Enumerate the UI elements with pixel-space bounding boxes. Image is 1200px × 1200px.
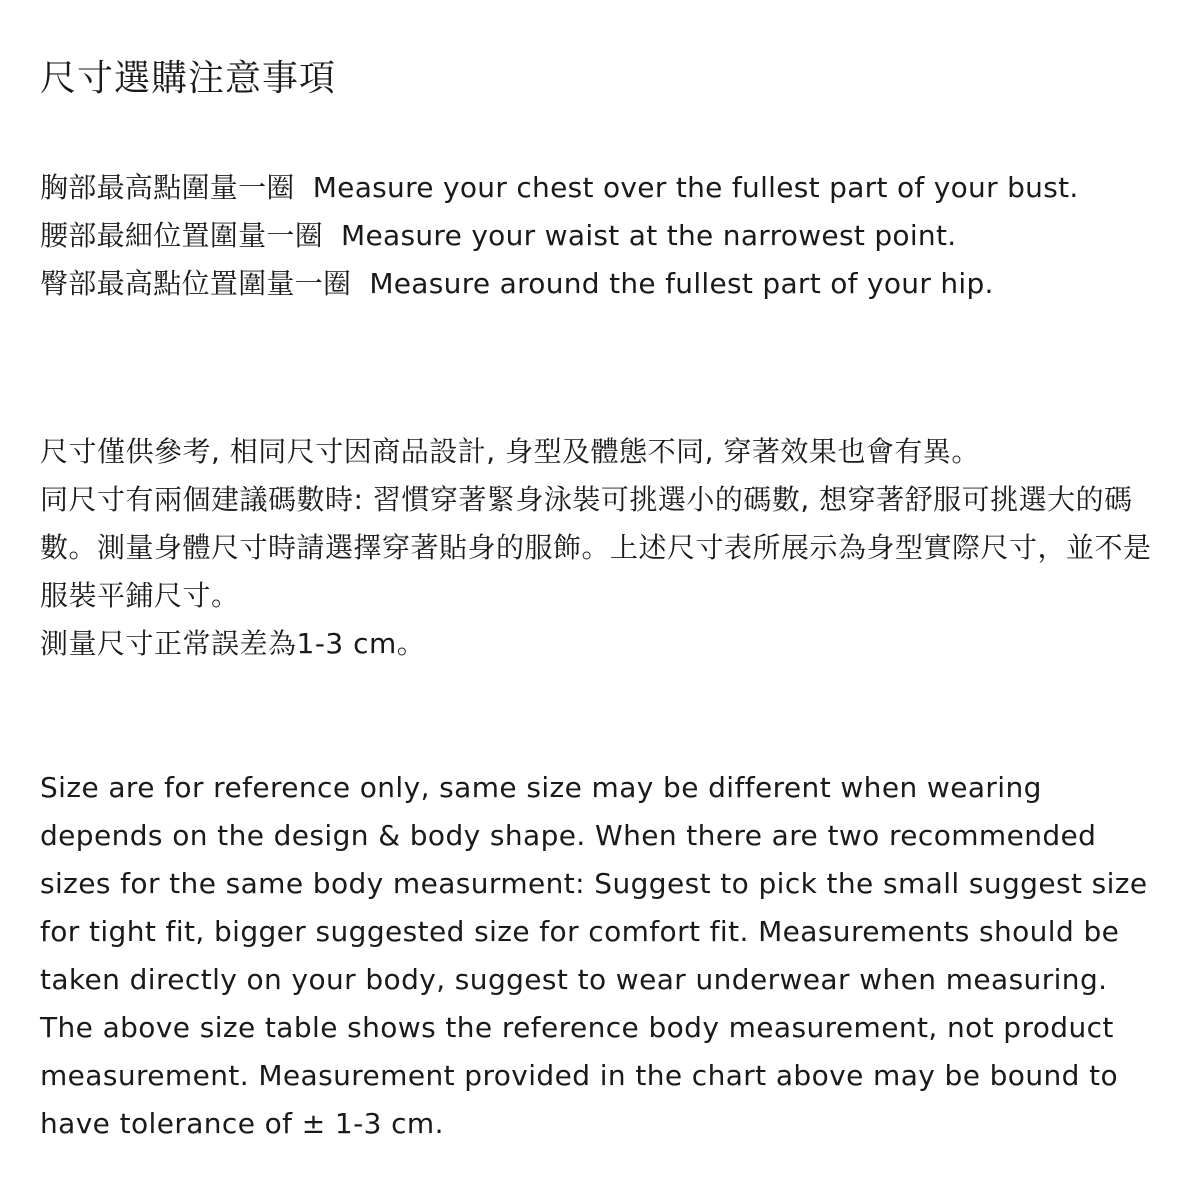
measurement-label-zh: 臀部最高點位置圍量一圈 (40, 267, 352, 300)
measurement-item-hip (40, 260, 1079, 308)
measurement-label-en: Measure your waist at the narrowest point. (341, 219, 957, 252)
notes-zh-line: 尺寸僅供參考, 相同尺寸因商品設計, 身型及體態不同, 穿著效果也會有異。 (40, 435, 980, 468)
measurement-label-zh: 胸部最高點圍量一圈 (40, 171, 295, 204)
measurement-label-zh: 腰部最細位置圍量一圈 (40, 219, 324, 252)
notes-zh-line: 測量尺寸正常誤差為1-3 cm。 (40, 627, 426, 660)
measurement-label-en: Measure around the fullest part of your hip. (369, 267, 994, 300)
measurement-item-waist (40, 212, 1079, 260)
page-title: 尺寸選購注意事項 (40, 58, 337, 99)
measurement-label-en: Measure your chest over the fullest part of your bust. (312, 171, 1079, 204)
notes-chinese (40, 428, 1165, 668)
measurement-item-chest (40, 164, 1079, 212)
notes-english (40, 764, 1165, 1148)
notes-en-paragraph: Size are for reference only, same size may be different when wearing depends on the design & body shape. When there are two recommended sizes for the same body measurment: Suggest to pick the small suggest size for tight fit, bigger suggested size for comfort fit. Measurements should be taken directly on your body, suggest to wear underwear when measuring. The above size table shows the reference body measurement, not product measurement. Measurement provided in the chart above may be bound to have tolerance of ± 1-3 cm. (40, 771, 1148, 1140)
measurement-list (40, 164, 1079, 308)
notes-zh-line: 同尺寸有兩個建議碼數時: 習慣穿著緊身泳裝可挑選小的碼數, 想穿著舒服可挑選大的碼數。測量身體尺寸時請選擇穿著貼身的服飾。上述尺寸表所展示為身型實際尺寸，並不是服裝平鋪尺寸。 (40, 483, 1152, 612)
